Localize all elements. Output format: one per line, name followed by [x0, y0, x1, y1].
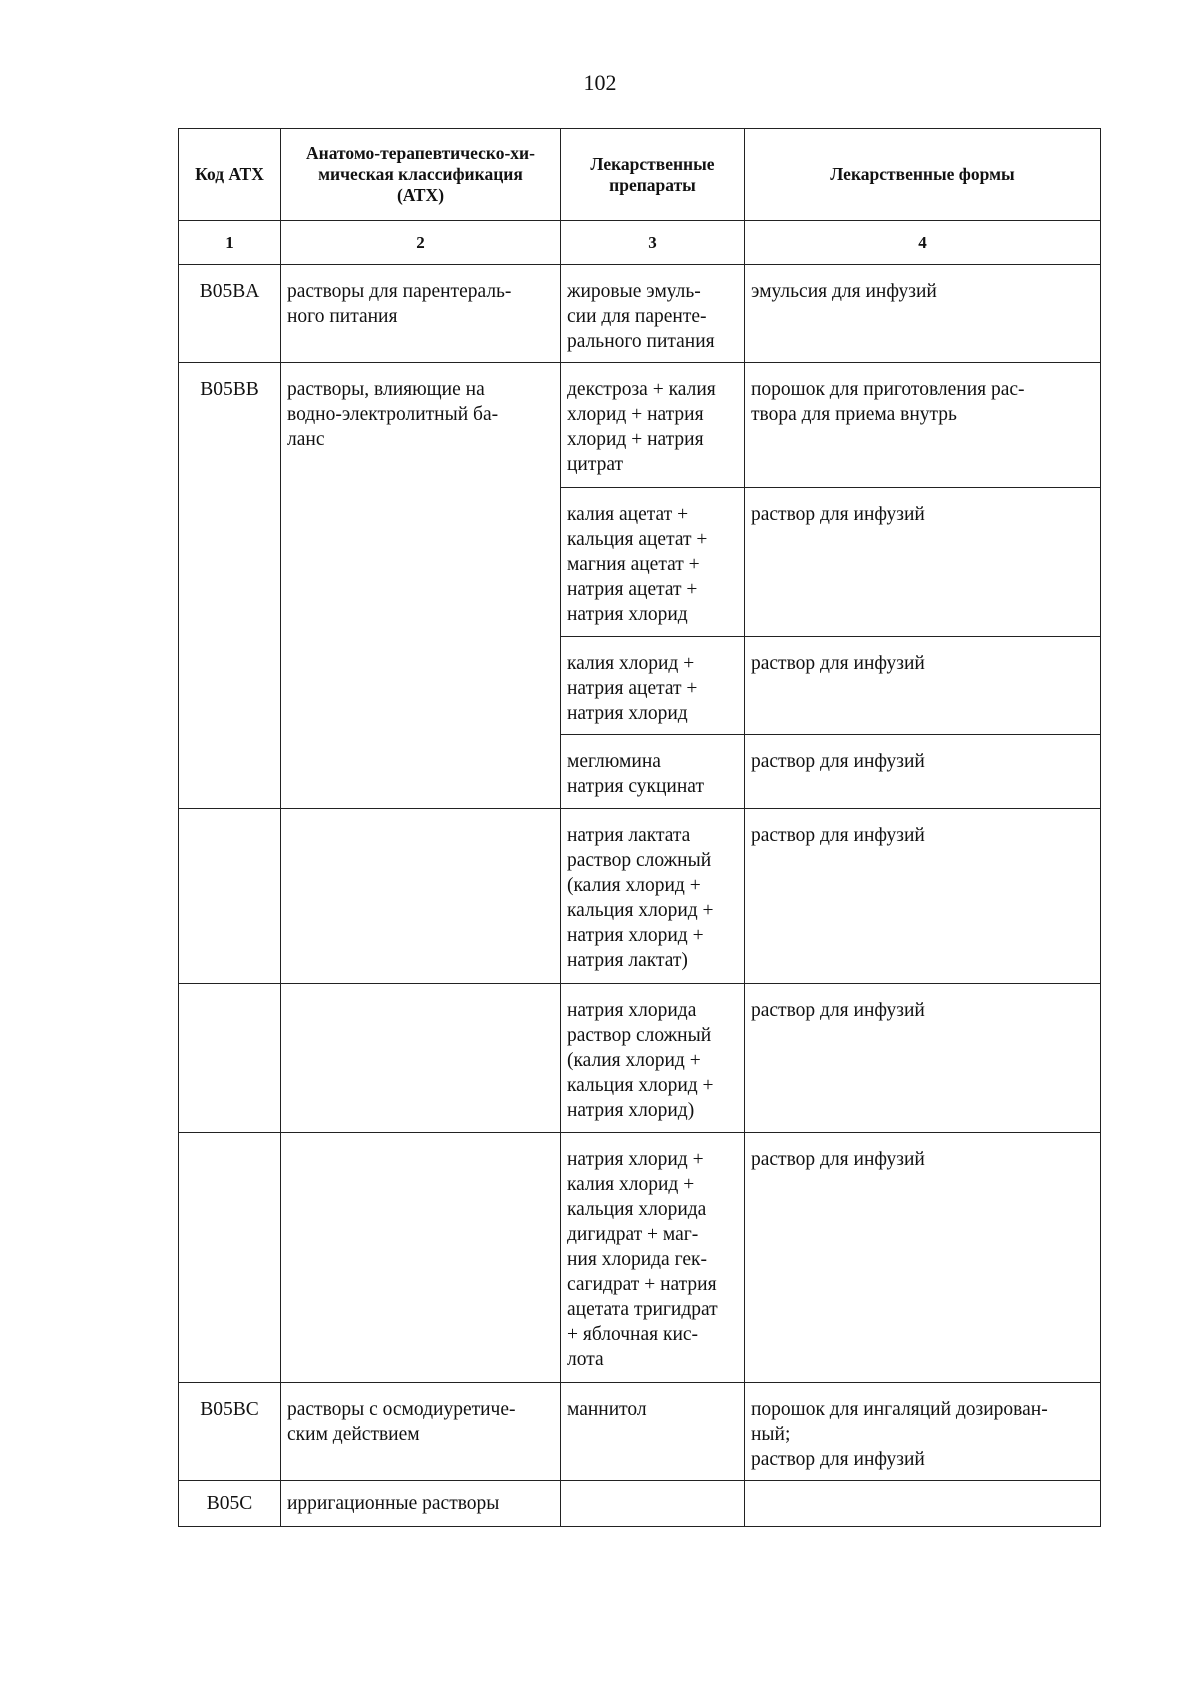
column-number: 1	[179, 221, 281, 265]
atx-code-cell: B05BC	[179, 1383, 281, 1481]
table-row	[179, 1481, 1101, 1527]
dosage-form-cell: раствор для инфузий	[745, 984, 1101, 1133]
drug-cell: калия хлорид + натрия ацетат + натрия хлорид	[561, 637, 745, 735]
column-numbers-row	[179, 221, 1101, 265]
dosage-form-cell	[745, 1481, 1101, 1527]
drug-cell: натрия лактата раствор сложный (калия хлорид + кальция хлорид + натрия хлорид + натрия лактат)	[561, 809, 745, 984]
header-atx-classification: Анатомо-терапевтическо-хи- мическая классификация (АТХ)	[281, 129, 561, 221]
atx-code-cell	[179, 984, 281, 1133]
header-row	[179, 129, 1101, 221]
classification-cell	[281, 809, 561, 984]
drug-cell: жировые эмуль- сии для паренте- рального питания	[561, 265, 745, 363]
atx-code-cell: B05C	[179, 1481, 281, 1527]
atx-code-cell: B05BB	[179, 363, 281, 809]
classification-cell: растворы с осмодиуретиче- ским действием	[281, 1383, 561, 1481]
table-row	[179, 984, 1101, 1133]
drug-cell: натрия хлорида раствор сложный (калия хлорид + кальция хлорид + натрия хлорид)	[561, 984, 745, 1133]
drug-cell: калия ацетат + кальция ацетат + магния ацетат + натрия ацетат + натрия хлорид	[561, 488, 745, 637]
atx-code-cell: B05BA	[179, 265, 281, 363]
table-row	[179, 809, 1101, 984]
atx-code-cell	[179, 809, 281, 984]
dosage-form-cell: раствор для инфузий	[745, 809, 1101, 984]
atx-table	[178, 128, 1101, 1527]
dosage-form-cell: раствор для инфузий	[745, 637, 1101, 735]
header-dosage-forms: Лекарственные формы	[745, 129, 1101, 221]
page-number: 102	[583, 70, 617, 95]
column-number: 3	[561, 221, 745, 265]
drug-cell: натрия хлорид + калия хлорид + кальция хлорида дигидрат + маг- ния хлорида гек- сагидрат + натрия ацетата тригидрат + яблочная кис- лота	[561, 1133, 745, 1383]
classification-cell: растворы для парентераль- ного питания	[281, 265, 561, 363]
drug-cell: маннитол	[561, 1383, 745, 1481]
drug-cell	[561, 1481, 745, 1527]
header-drugs: Лекарственные препараты	[561, 129, 745, 221]
table-row	[179, 1383, 1101, 1481]
classification-cell: ирригационные растворы	[281, 1481, 561, 1527]
header-atx-code: Код АТХ	[179, 129, 281, 221]
dosage-form-cell: эмульсия для инфузий	[745, 265, 1101, 363]
column-number: 4	[745, 221, 1101, 265]
column-number: 2	[281, 221, 561, 265]
table-row	[179, 265, 1101, 363]
atx-code-cell	[179, 1133, 281, 1383]
dosage-form-cell: раствор для инфузий	[745, 735, 1101, 809]
classification-cell: растворы, влияющие на водно-электролитный ба- ланс	[281, 363, 561, 809]
dosage-form-cell: порошок для ингаляций дозирован- ный; раствор для инфузий	[745, 1383, 1101, 1481]
table-row	[179, 1133, 1101, 1383]
drug-cell: меглюмина натрия сукцинат	[561, 735, 745, 809]
table-row	[179, 363, 1101, 488]
drug-cell: декстроза + калия хлорид + натрия хлорид + натрия цитрат	[561, 363, 745, 488]
dosage-form-cell: раствор для инфузий	[745, 1133, 1101, 1383]
dosage-form-cell: порошок для приготовления рас- твора для приема внутрь	[745, 363, 1101, 488]
classification-cell	[281, 1133, 561, 1383]
dosage-form-cell: раствор для инфузий	[745, 488, 1101, 637]
classification-cell	[281, 984, 561, 1133]
